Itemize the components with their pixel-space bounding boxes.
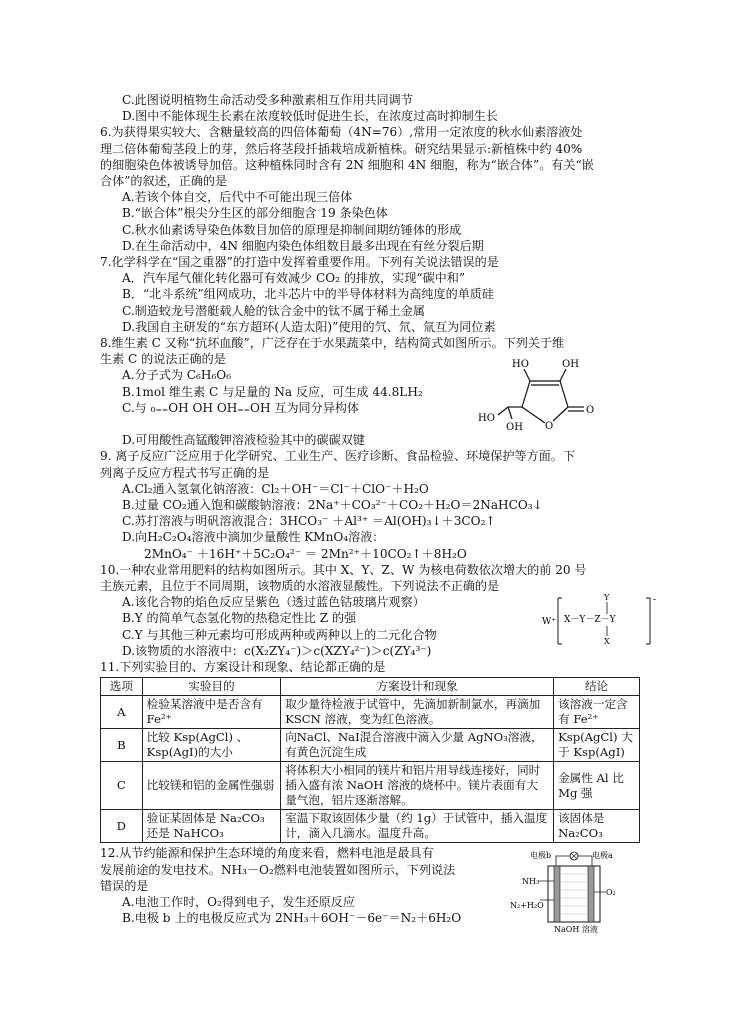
struct-row: X－Y－Z－Y bbox=[564, 615, 616, 625]
text-line: B．“北斗系统”组网成功，北斗芯片中的半导体材料为高纯度的单质硅 bbox=[122, 287, 494, 302]
table-row bbox=[101, 810, 640, 843]
experiment-table bbox=[100, 677, 640, 843]
struct-charge: - bbox=[653, 595, 657, 605]
nh3-inlet-label: NH₃ bbox=[522, 877, 540, 886]
cell-conclusion: 该溶液一定含有 Fe²⁺ bbox=[554, 696, 640, 729]
fertilizer-structure bbox=[540, 590, 670, 650]
exam-page bbox=[100, 92, 640, 926]
electrolyte-label: NaOH 溶液 bbox=[554, 925, 598, 934]
electrode-b-label: 电极b bbox=[530, 851, 552, 860]
vitc-ring-oxygen: O bbox=[545, 421, 554, 432]
text-line: 2MnO₄⁻ ＋16H⁺＋5C₂O₄²⁻ ＝ 2Mn²⁺＋10CO₂↑＋8H₂O bbox=[144, 546, 467, 561]
cell-design: 向NaCl、NaI混合溶液中滴入少量 AgNO₃溶液，有黄色沉淀生成 bbox=[281, 729, 554, 762]
vitamin-c-structure bbox=[468, 355, 618, 437]
text-line: 9. 离子反应广泛应用于化学研究、工业生产、医疗诊断、食品检验、环境保护等方面。下 bbox=[100, 449, 575, 464]
vitc-ho-top-left: HO bbox=[512, 359, 529, 370]
cell-conclusion: 金属性 Al 比 Mg 强 bbox=[554, 762, 640, 810]
cell-purpose: 比较镁和铝的金属性强弱 bbox=[142, 762, 281, 810]
text-line: A.Cl₂通入氢氧化钠溶液：Cl₂＋OH⁻＝Cl⁻＋ClO⁻＋H₂O bbox=[122, 481, 429, 496]
text-line: C.制造蛟龙号潜艇载人舱的钛合金中的钛不属于稀土金属 bbox=[122, 303, 425, 318]
struct-top: Y bbox=[604, 593, 610, 602]
text-line: C.此图说明植物生命活动受多种激素相互作用共同调节 bbox=[122, 93, 413, 107]
text-line: A.若该个体自交，后代中不可能出现三倍体 bbox=[122, 190, 353, 205]
vitc-oh-top-right: OH bbox=[562, 359, 579, 370]
text-line: 理二倍体葡萄茎段上的芽，然后将茎段扦插栽培成新植株。研究结果显示:新植株中约 40% bbox=[100, 141, 583, 156]
cell-design: 室温下取该固体少量（约 1g）于试管中，插入温度计，滴入几滴水。温度升高。 bbox=[281, 810, 554, 843]
text-line: B.1mol 维生素 C 与足量的 Na 反应，可生成 44.8LH₂ bbox=[122, 384, 423, 399]
table-row bbox=[101, 762, 640, 810]
cell-purpose: 检验某溶液中是否含有 Fe²⁺ bbox=[142, 696, 281, 729]
text-line: B.电极 b 上的电极反应式为 2NH₃＋6OH⁻－6e⁻＝N₂＋6H₂O bbox=[122, 911, 462, 926]
text-line: 8.维生素 C 又称“抗坏血酸”，广泛存在于水果蔬菜中，结构简式如图所示。下列关于维 bbox=[100, 336, 565, 351]
o2-inlet-label: O₂ bbox=[606, 888, 616, 897]
fuel-cell-diagram bbox=[508, 848, 638, 936]
text-line: A．汽车尾气催化转化器可有效减少 CO₂ 的排放，实现“碳中和” bbox=[122, 271, 466, 286]
text-line: B.Y 的简单气态氢化物的热稳定性比 Z 的强 bbox=[122, 611, 357, 626]
text-line: D.在生命活动中，4N 细胞内染色体组数目最多出现在有丝分裂后期 bbox=[122, 238, 484, 253]
text-line: D.图中不能体现生长素在浓度较低时促进生长，在浓度过高时抑制生长 bbox=[122, 109, 498, 124]
text-line: C.秋水仙素诱导染色体数目加倍的原理是抑制间期纺锤体的形成 bbox=[122, 222, 462, 237]
text-line: C.苏打溶液与明矾溶液混合：3HCO₃⁻ ＋Al³⁺ ＝Al(OH)₃↓＋3CO₂↑ bbox=[122, 514, 496, 529]
vitc-oh-bottom: OH bbox=[506, 422, 523, 433]
text-line: 列离子反应方程式书写正确的是 bbox=[100, 465, 270, 480]
text-line: 7.化学科学在“国之重器”的打造中发挥着重要作用。下列有关说法错误的是 bbox=[100, 255, 499, 270]
cell-option: B bbox=[101, 729, 143, 762]
struct-bottom: X bbox=[604, 637, 610, 646]
n2-outlet-label: N₂+H₂O bbox=[510, 901, 544, 910]
header-conclusion: 结论 bbox=[554, 678, 640, 696]
text-line: 6.为获得果实较大、含糖量较高的四倍体葡萄（4N=76）,常用一定浓度的秋水仙素溶液处 bbox=[100, 125, 583, 140]
cell-conclusion: Ksp(AgCl) 大于 Ksp(AgI) bbox=[554, 729, 640, 762]
text-line: B.“嵌合体”根尖分生区的部分细胞含 19 条染色体 bbox=[122, 206, 388, 221]
text-line: 11.下列实验目的、方案设计和现象、结论都正确的是 bbox=[100, 660, 386, 675]
text-line: 生素 C 的说法正确的是 bbox=[100, 352, 226, 367]
text-line: A.该化合物的焰色反应呈紫色（透过蓝色钴玻璃片观察） bbox=[122, 595, 425, 610]
text-line: 合体”的叙述，正确的是 bbox=[100, 174, 228, 189]
text-line: 主族元素，且位于不同周期，该物质的水溶液显酸性。下列说法不正确的是 bbox=[100, 579, 500, 594]
vitc-ho-left: HO bbox=[478, 413, 495, 424]
cell-purpose: 比较 Ksp(AgCl) 、Ksp(AgI)的大小 bbox=[142, 729, 281, 762]
cell-purpose: 验证某固体是 Na₂CO₃ 还是 NaHCO₃ bbox=[142, 810, 281, 843]
table-row bbox=[101, 696, 640, 729]
text-line: 10.一种农业常用肥料的结构如图所示。其中 X、Y、Z、W 为核电荷数依次增大的前 20 号 bbox=[100, 562, 587, 577]
cell-option: D bbox=[101, 810, 143, 843]
text-line: D.该物质的水溶液中：c(X₂ZY₄⁻)＞c(XZY₄²⁻)＞c(ZY₄³⁻) bbox=[122, 643, 432, 658]
vitc-carbonyl-oxygen: O bbox=[586, 405, 595, 416]
text-line: C.Y 与其他三种元素均可形成两种或两种以上的二元化合物 bbox=[122, 627, 437, 642]
cell-option: A bbox=[101, 696, 143, 729]
cell-design: 取少量待检液于试管中，先滴加新制氯水，再滴加 KSCN 溶液，变为红色溶液。 bbox=[281, 696, 554, 729]
text-line: A.分子式为 C₆H₆O₆ bbox=[122, 368, 232, 383]
text-line: B.过量 CO₂通入饱和碳酸钠溶液：2Na⁺＋CO₃²⁻＋CO₂＋H₂O＝2NaHCO₃↓ bbox=[122, 498, 543, 513]
table-header-row bbox=[101, 678, 640, 696]
header-design: 方案设计和现象 bbox=[281, 678, 554, 696]
text-line: 12.从节约能源和保护生态环境的角度来看，燃料电池是最具有 bbox=[100, 846, 434, 861]
cell-design: 将体积大小相同的镁片和铝片用导线连接好，同时插入盛有浓 NaOH 溶液的烧杯中。镁片表面有大量气泡，铝片逐渐溶解。 bbox=[281, 762, 554, 810]
table-row bbox=[101, 729, 640, 762]
text-line: 错误的是 bbox=[100, 878, 149, 893]
struct-w: W⁺ bbox=[542, 617, 557, 627]
cell-conclusion: 该固体是 Na₂CO₃ bbox=[554, 810, 640, 843]
electrode-a-label: 电极a bbox=[592, 851, 613, 860]
text-line: 发展前途的发电技术。NH₃－O₂燃料电池装置如图所示，下列说法 bbox=[100, 862, 456, 877]
header-option: 选项 bbox=[101, 678, 143, 696]
text-line: C.与 ₀₌₌OH OH OH₌₌OH 互为同分异构体 bbox=[122, 400, 360, 415]
text-line: 的细胞染色体被诱导加倍。这种植株同时含有 2N 细胞和 4N 细胞，称为“嵌合体”。有关“嵌 bbox=[100, 157, 594, 172]
cell-option: C bbox=[101, 762, 143, 810]
text-line: D.向H₂C₂O₄溶液中滴加少量酸性 KMnO₄溶液： bbox=[122, 530, 385, 545]
text-line: D.可用酸性高锰酸钾溶液检验其中的碳碳双键 bbox=[122, 433, 365, 448]
text-line: D.我国自主研发的“东方超环(人造太阳)”使用的氕、氘、氚互为同位素 bbox=[122, 319, 496, 334]
header-purpose: 实验目的 bbox=[142, 678, 281, 696]
text-line: A.电池工作时，O₂得到电子，发生还原反应 bbox=[122, 894, 355, 909]
